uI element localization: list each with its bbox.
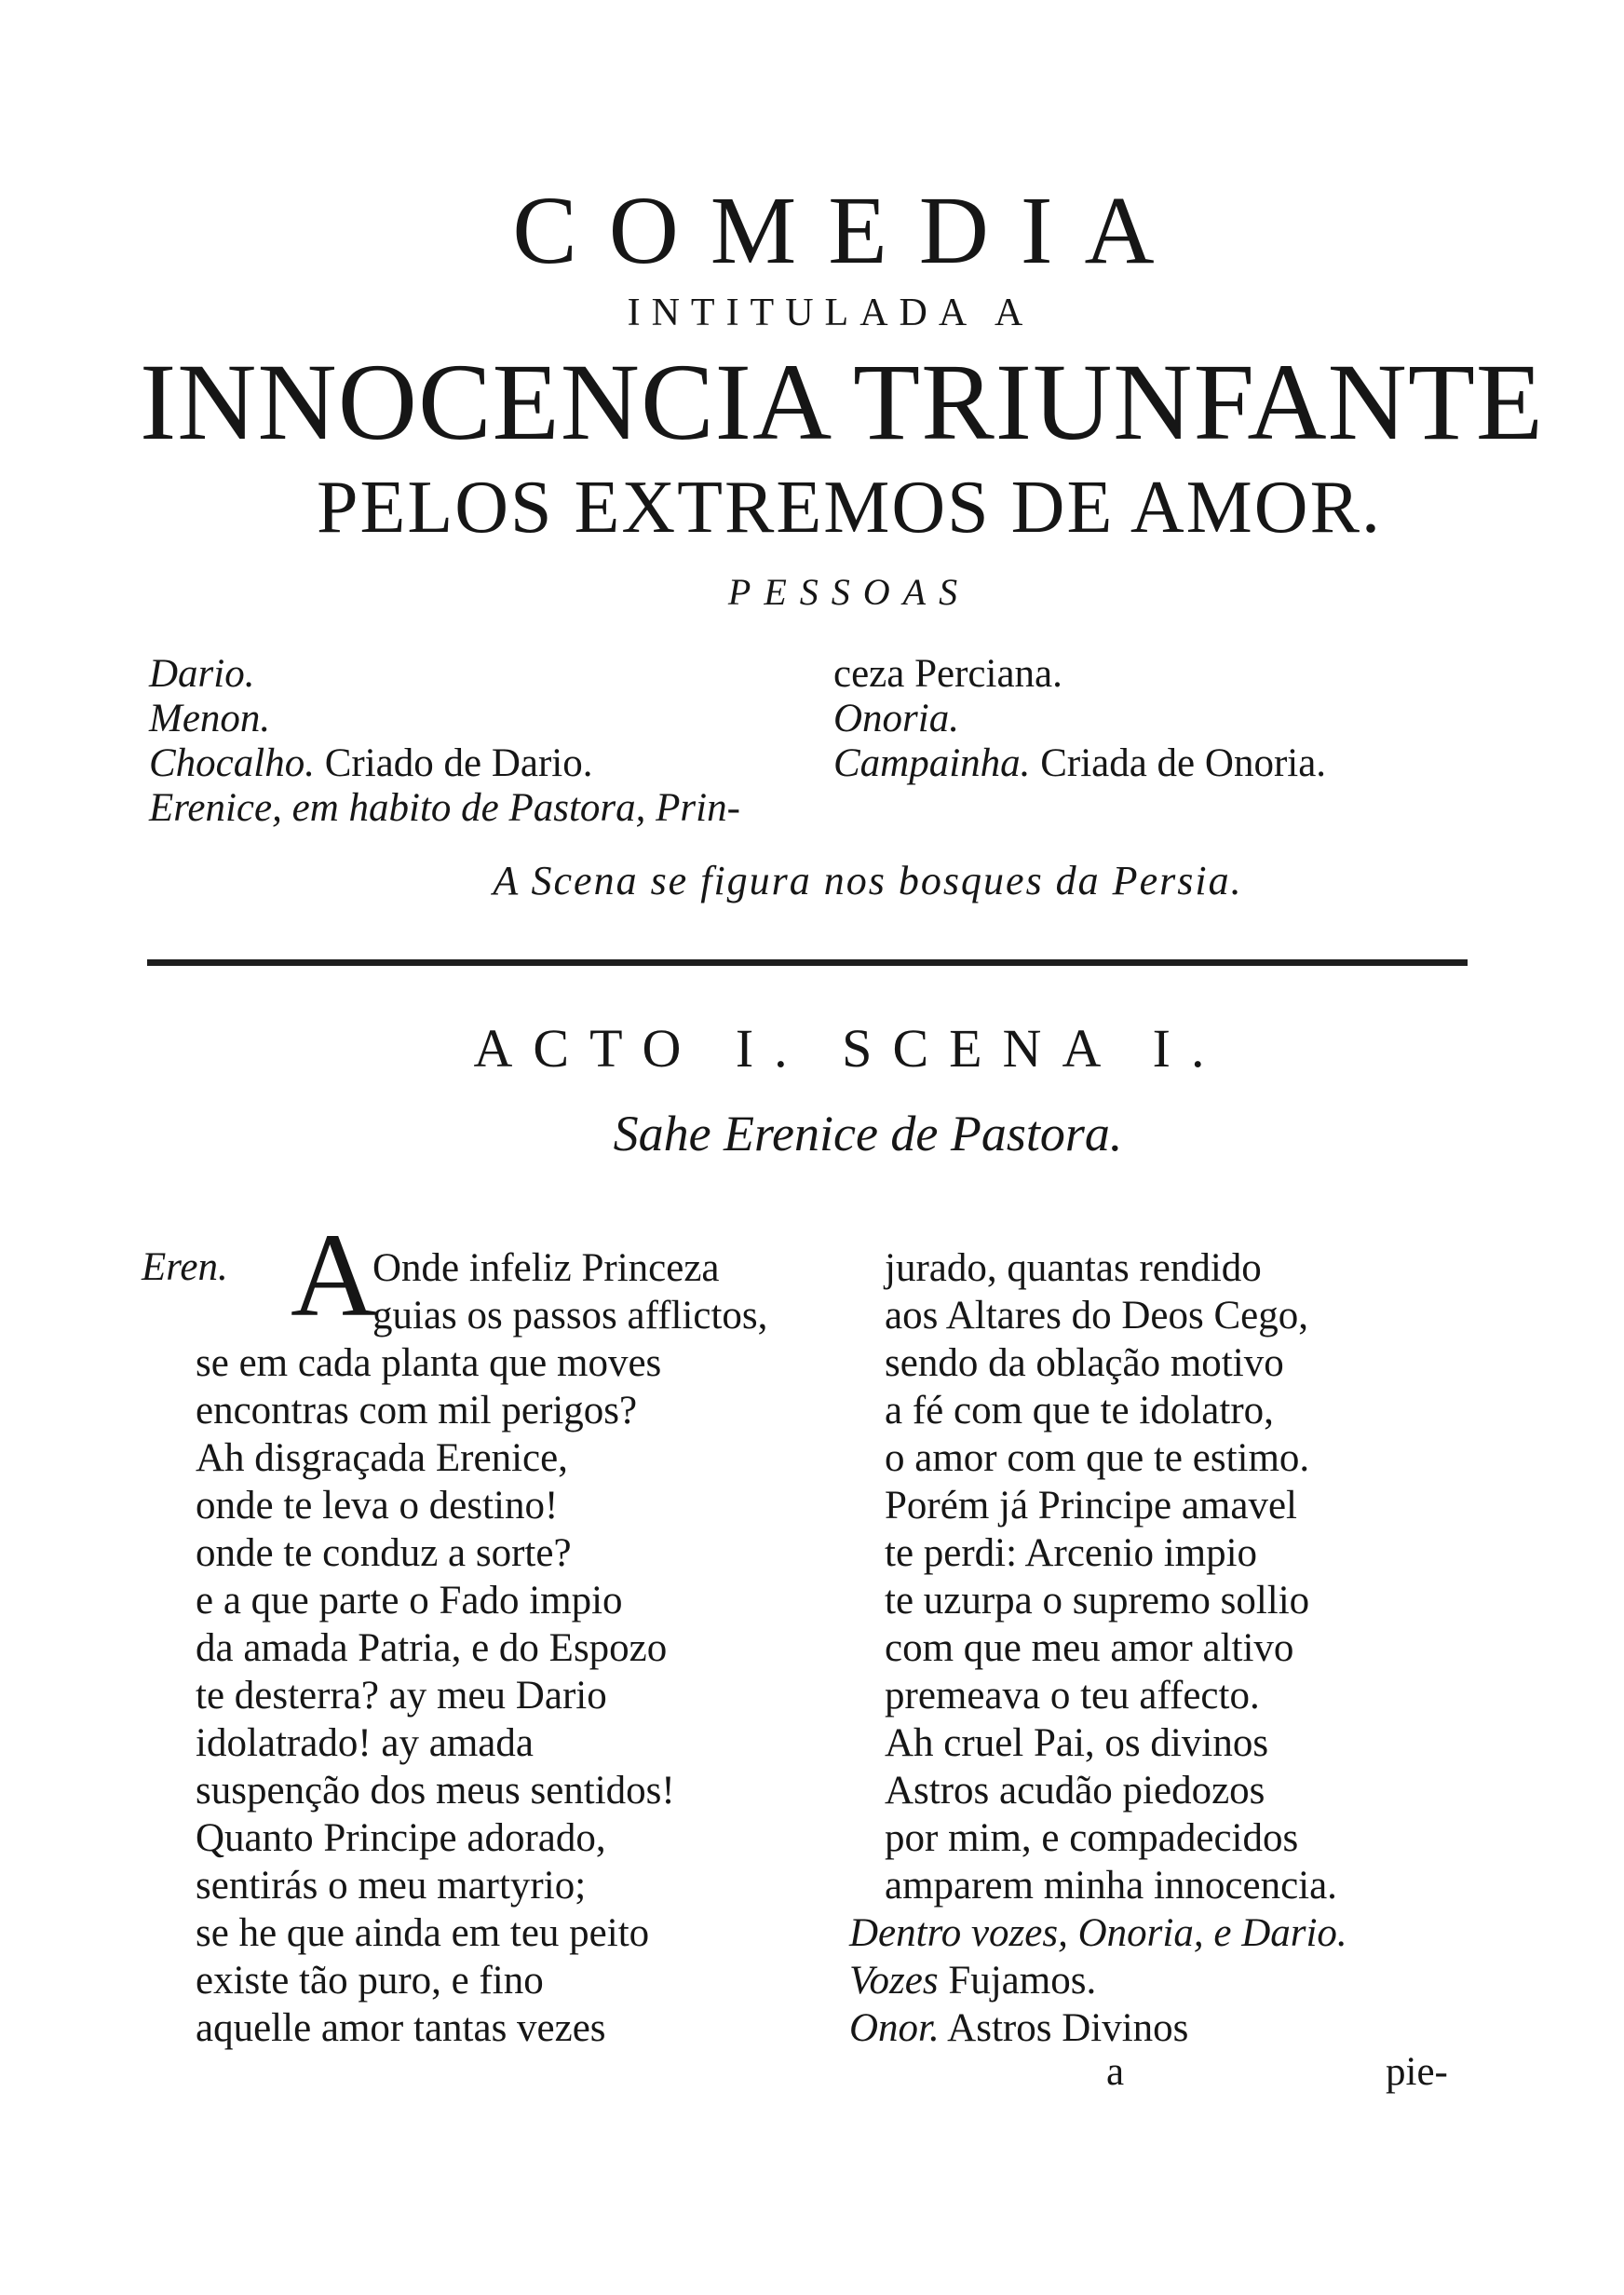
- verse-line: Astros acudão piedozos: [885, 1769, 1265, 1813]
- verse-line: onde te conduz a sorte?: [196, 1531, 572, 1575]
- cast-list-right: [833, 652, 1326, 786]
- verse-line: amparem minha innocencia.: [885, 1864, 1337, 1908]
- verse-line: aos Altares do Deos Cego,: [885, 1294, 1309, 1338]
- verse-line: se em cada planta que moves: [196, 1341, 662, 1385]
- cast-entry: Dario.: [149, 652, 255, 696]
- verse-line: da amada Patria, e do Espozo: [196, 1626, 668, 1670]
- verse-line: Ah disgraçada Erenice,: [196, 1436, 568, 1480]
- catchword: pie-: [1386, 2050, 1448, 2094]
- act-scene-heading: ACTO I. SCENA I.: [473, 1018, 1225, 1079]
- verse-line: Onor. Astros Divinos: [849, 2006, 1189, 2050]
- verse-line: Vozes Fujamos.: [849, 1959, 1097, 2003]
- cast-entry: ceza Perciana.: [833, 652, 1062, 696]
- title-intitulada: INTITULADA A: [627, 292, 1035, 334]
- title-comedia: COMEDIA: [512, 177, 1186, 284]
- verse-line: te perdi: Arcenio impio: [885, 1531, 1258, 1575]
- verse-line: idolatrado! ay amada: [196, 1721, 534, 1765]
- verse-line: Quanto Principe adorado,: [196, 1816, 606, 1860]
- verse-line: premeava o teu affecto.: [885, 1674, 1260, 1718]
- verse-line: suspenção dos meus sentidos!: [196, 1769, 675, 1813]
- verse-line: por mim, e compadecidos: [885, 1816, 1299, 1860]
- drop-cap: A: [291, 1209, 377, 1341]
- left-column-first-lines: [372, 1244, 767, 1339]
- verse-line: o amor com que te estimo.: [885, 1436, 1310, 1480]
- cast-list-left: [149, 652, 740, 831]
- verse-line: a fé com que te idolatro,: [885, 1389, 1274, 1433]
- verse-line: jurado, quantas rendido: [885, 1246, 1262, 1290]
- verse-line: onde te leva o destino!: [196, 1484, 559, 1528]
- verse-line: existe tão puro, e fino: [196, 1959, 544, 2003]
- right-column-tail: [849, 1909, 1347, 2052]
- verse-line: sendo da oblação motivo: [885, 1341, 1284, 1385]
- verse-line: te desterra? ay meu Dario: [196, 1674, 607, 1718]
- verse-line: Porém já Principe amavel: [885, 1484, 1297, 1528]
- pessoas-heading: PESSOAS: [727, 571, 971, 613]
- verse-line: aquelle amor tantas vezes: [196, 2006, 606, 2050]
- verse-line: Onde infeliz Princeza: [372, 1246, 720, 1290]
- speaker-eren: Eren.: [142, 1245, 228, 1289]
- verse-line: guias os passos afflictos,: [372, 1294, 768, 1338]
- verse-line: e a que parte o Fado impio: [196, 1579, 623, 1623]
- title-innocencia: INNOCENCIA TRIUNFANTE: [140, 341, 1544, 463]
- verse-line: com que meu amor altivo: [885, 1626, 1294, 1670]
- left-column: [196, 1339, 675, 2052]
- cast-entry: Erenice, em habito de Pastora, Prin-: [149, 786, 740, 830]
- verse-line: sentirás o meu martyrio;: [196, 1864, 587, 1908]
- cast-entry: Chocalho. Criado de Dario.: [149, 741, 593, 785]
- title-extremos: PELOS EXTREMOS DE AMOR.: [317, 467, 1382, 549]
- cast-entry: Campainha. Criada de Onoria.: [833, 741, 1327, 785]
- right-column: [885, 1244, 1337, 1909]
- stage-direction: Sahe Erenice de Pastora.: [613, 1106, 1123, 1161]
- verse-line: encontras com mil perigos?: [196, 1389, 638, 1433]
- verse-line: se he que ainda em teu peito: [196, 1911, 650, 1955]
- cast-entry: Onoria.: [833, 697, 959, 740]
- signature-mark: a: [1106, 2050, 1125, 2094]
- verse-line: Ah cruel Pai, os divinos: [885, 1721, 1269, 1765]
- scene-location: A Scena se figura nos bosques da Persia.: [493, 858, 1243, 903]
- horizontal-rule: [147, 959, 1468, 966]
- verse-line: te uzurpa o supremo sollio: [885, 1579, 1310, 1623]
- stage-direction-dentro: Dentro vozes, Onoria, e Dario.: [849, 1911, 1347, 1955]
- cast-entry: Menon.: [149, 697, 271, 740]
